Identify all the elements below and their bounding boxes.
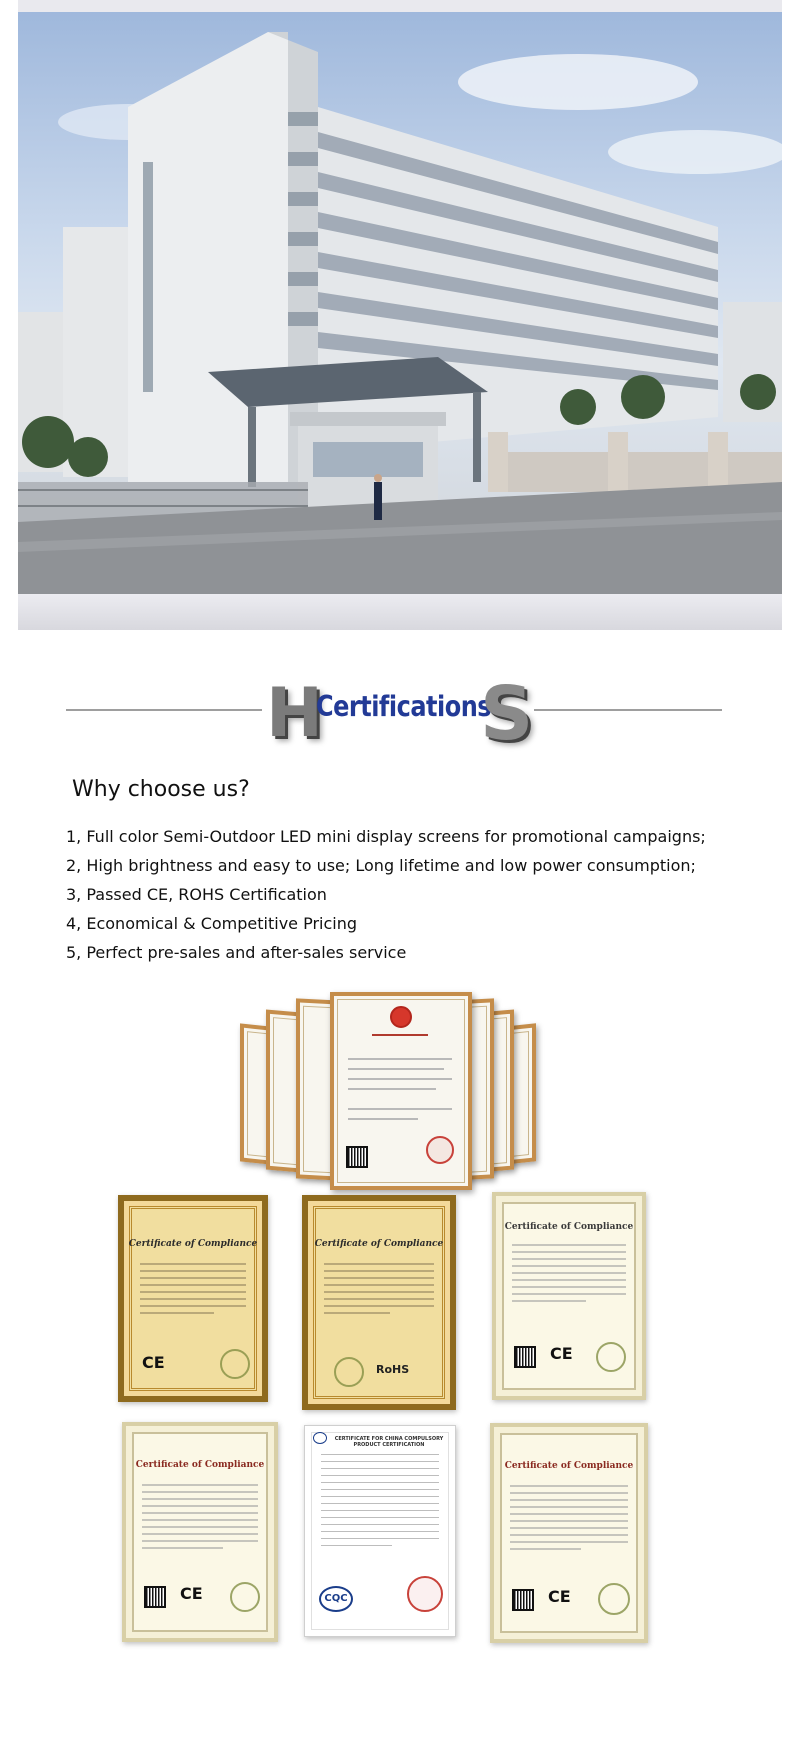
certificate-text-lines	[140, 1263, 246, 1319]
rohs-mark: RoHS	[376, 1363, 410, 1376]
seal-icon	[596, 1342, 626, 1372]
ce-mark: CE	[142, 1353, 165, 1372]
ce-mark: CE	[550, 1344, 573, 1363]
certificate-title: Certificate of Compliance	[128, 1239, 258, 1249]
factory-photo-frame	[18, 0, 782, 630]
certificate-ce-bst	[490, 1423, 648, 1643]
certificate-title: Certificate of Compliance	[135, 1460, 265, 1470]
header-letter-h: H	[266, 674, 323, 753]
certificate-title: Certificate of Compliance	[314, 1239, 444, 1249]
cqc-logo-icon: CQC	[319, 1586, 353, 1612]
benefit-item: 2, High brightness and easy to use; Long lifetime and low power consumption;	[66, 856, 696, 875]
certificate-title: Certificate of Compliance	[504, 1461, 634, 1471]
benefit-item: 4, Economical & Competitive Pricing	[66, 914, 358, 933]
header-letter-s: S	[480, 671, 534, 757]
ccc-certificate-title: CERTIFICATE FOR CHINA COMPULSORY PRODUCT CERTIFICATION	[334, 1436, 444, 1448]
red-stamp-icon	[426, 1136, 454, 1164]
certificate-text-lines	[142, 1484, 258, 1554]
certificate-title: Certificate of Compliance	[504, 1222, 634, 1232]
seal-icon	[220, 1349, 250, 1379]
seal-icon	[230, 1582, 260, 1612]
certificate-ce-bst	[492, 1192, 646, 1400]
why-choose-us-title: Why choose us?	[72, 777, 250, 802]
ce-mark: CE	[180, 1584, 203, 1603]
certificate-text-lines	[512, 1244, 626, 1307]
certificate-ce-bst	[122, 1422, 278, 1642]
benefits-list	[66, 822, 706, 967]
header-rule-left	[66, 709, 262, 711]
certificate-text-lines	[324, 1263, 434, 1319]
qr-code-icon	[346, 1146, 368, 1168]
certificate-text-lines	[321, 1454, 439, 1552]
national-emblem-icon	[390, 1006, 412, 1028]
certificate-rohs-gold	[302, 1195, 456, 1410]
certificate-ce-gold	[118, 1195, 268, 1402]
photo-bottom-band	[18, 594, 782, 630]
certifications-section-header	[66, 671, 720, 766]
certificate-text-lines	[510, 1485, 628, 1555]
ce-mark: CE	[548, 1587, 571, 1606]
seal-icon	[334, 1357, 364, 1387]
benefit-item: 5, Perfect pre-sales and after-sales service	[66, 943, 407, 962]
benefit-item: 3, Passed CE, ROHS Certification	[66, 885, 327, 904]
trademark-certificate	[330, 992, 472, 1190]
qr-code-icon	[144, 1586, 166, 1608]
qr-code-icon	[514, 1346, 536, 1368]
factory-building-illustration	[18, 12, 782, 594]
certificate-fan-image	[240, 992, 560, 1188]
seal-icon	[598, 1583, 630, 1615]
red-stamp-icon	[407, 1576, 443, 1612]
factory-building-photo	[18, 12, 782, 594]
certificate-ccc	[304, 1425, 456, 1637]
header-title: Certifications	[316, 690, 492, 724]
qr-code-icon	[512, 1589, 534, 1611]
benefit-item: 1, Full color Semi-Outdoor LED mini display screens for promotional campaigns;	[66, 827, 706, 846]
header-rule-right	[534, 709, 722, 711]
